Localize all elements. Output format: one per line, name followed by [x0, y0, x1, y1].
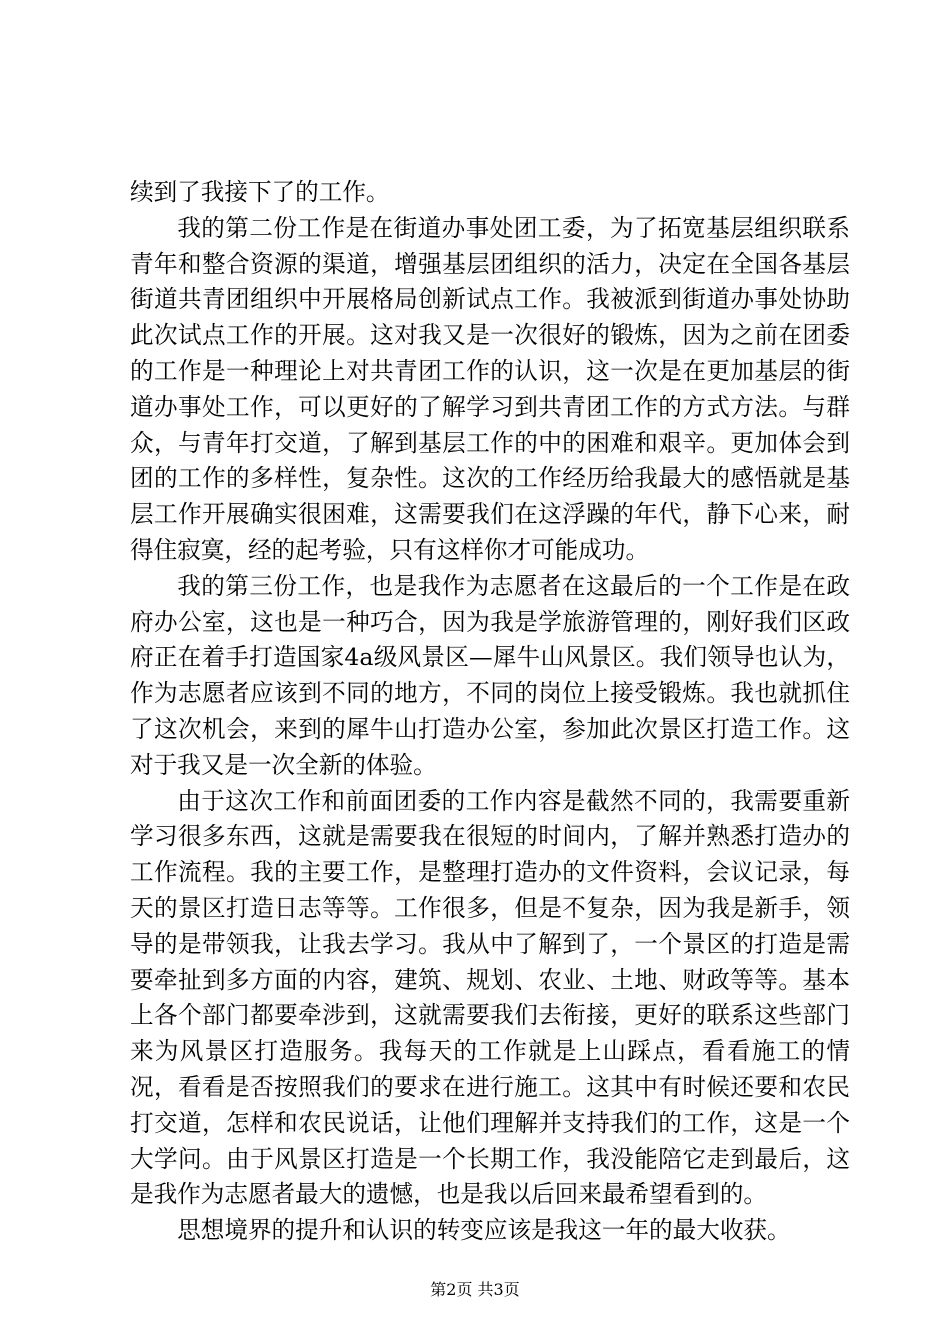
paragraph-summary: 思想境界的提升和认识的转变应该是我这一年的最大收获。 — [177, 1216, 791, 1245]
paragraph-second-job: 我的第二份工作是在街道办事处团工委，为了拓宽基层组织联系青年和整合资源的渠道，增强基层团组织的活力，决定在全国各基层街道共青团组织中开展格局创新试点工作。我被派到街道办事处协助此次试点工作的开展。这对我又是一次很好的锻炼，因为之前在团委的工作是一种理论上对共青团工作的认识，这一次是在更加基层的街道办事处工作，可以更好的了解学习到共青团工作的方式方法。与群众，与青年打交道，了解到基层工作的中的困难和艰辛。更加体会到团的工作的多样性，复杂性。这次的工作经历给我最大的感悟就是基层工作开展确实很困难，这需要我们在这浮躁的年代，静下心来，耐得住寂寞，经的起考验，只有这样你才可能成功。 — [130, 213, 850, 564]
document-body — [130, 175, 850, 1249]
page-footer: 第2页 共3页 — [430, 1280, 520, 1299]
paragraph-continuation: 续到了我接下了的工作。 — [130, 178, 390, 206]
paragraph-work-details: 由于这次工作和前面团委的工作内容是截然不同的，我需要重新学习很多东西，这就是需要我在很短的时间内，了解并熟悉打造办的工作流程。我的主要工作，是整理打造办的文件资料，会议记录，每天的景区打造日志等等。工作很多，但是不复杂，因为我是新手，领导的是带领我，让我去学习。我从中了解到了，一个景区的打造是需要牵扯到多方面的内容，建筑、规划、农业、土地、财政等等。基本上各个部门都要牵涉到，这就需要我们去衔接，更好的联系这些部门来为风景区打造服务。我每天的工作就是上山踩点，看看施工的情况，看看是否按照我们的要求在进行施工。这其中有时候还要和农民打交道，怎样和农民说话，让他们理解并支持我们的工作，这是一个大学问。由于风景区打造是一个长期工作，我没能陪它走到最后，这是我作为志愿者最大的遗憾，也是我以后回来最希望看到的。 — [130, 786, 850, 1209]
paragraph-third-job: 我的第三份工作，也是我作为志愿者在这最后的一个工作是在政府办公室，这也是一种巧合，因为我是学旅游管理的，刚好我们区政府正在着手打造国家4a级风景区—犀牛山风景区。我们领导也认为，作为志愿者应该到不同的地方，不同的岗位上接受锻炼。我也就抓住了这次机会，来到的犀牛山打造办公室，参加此次景区打造工作。这对于我又是一次全新的体验。 — [130, 571, 850, 779]
